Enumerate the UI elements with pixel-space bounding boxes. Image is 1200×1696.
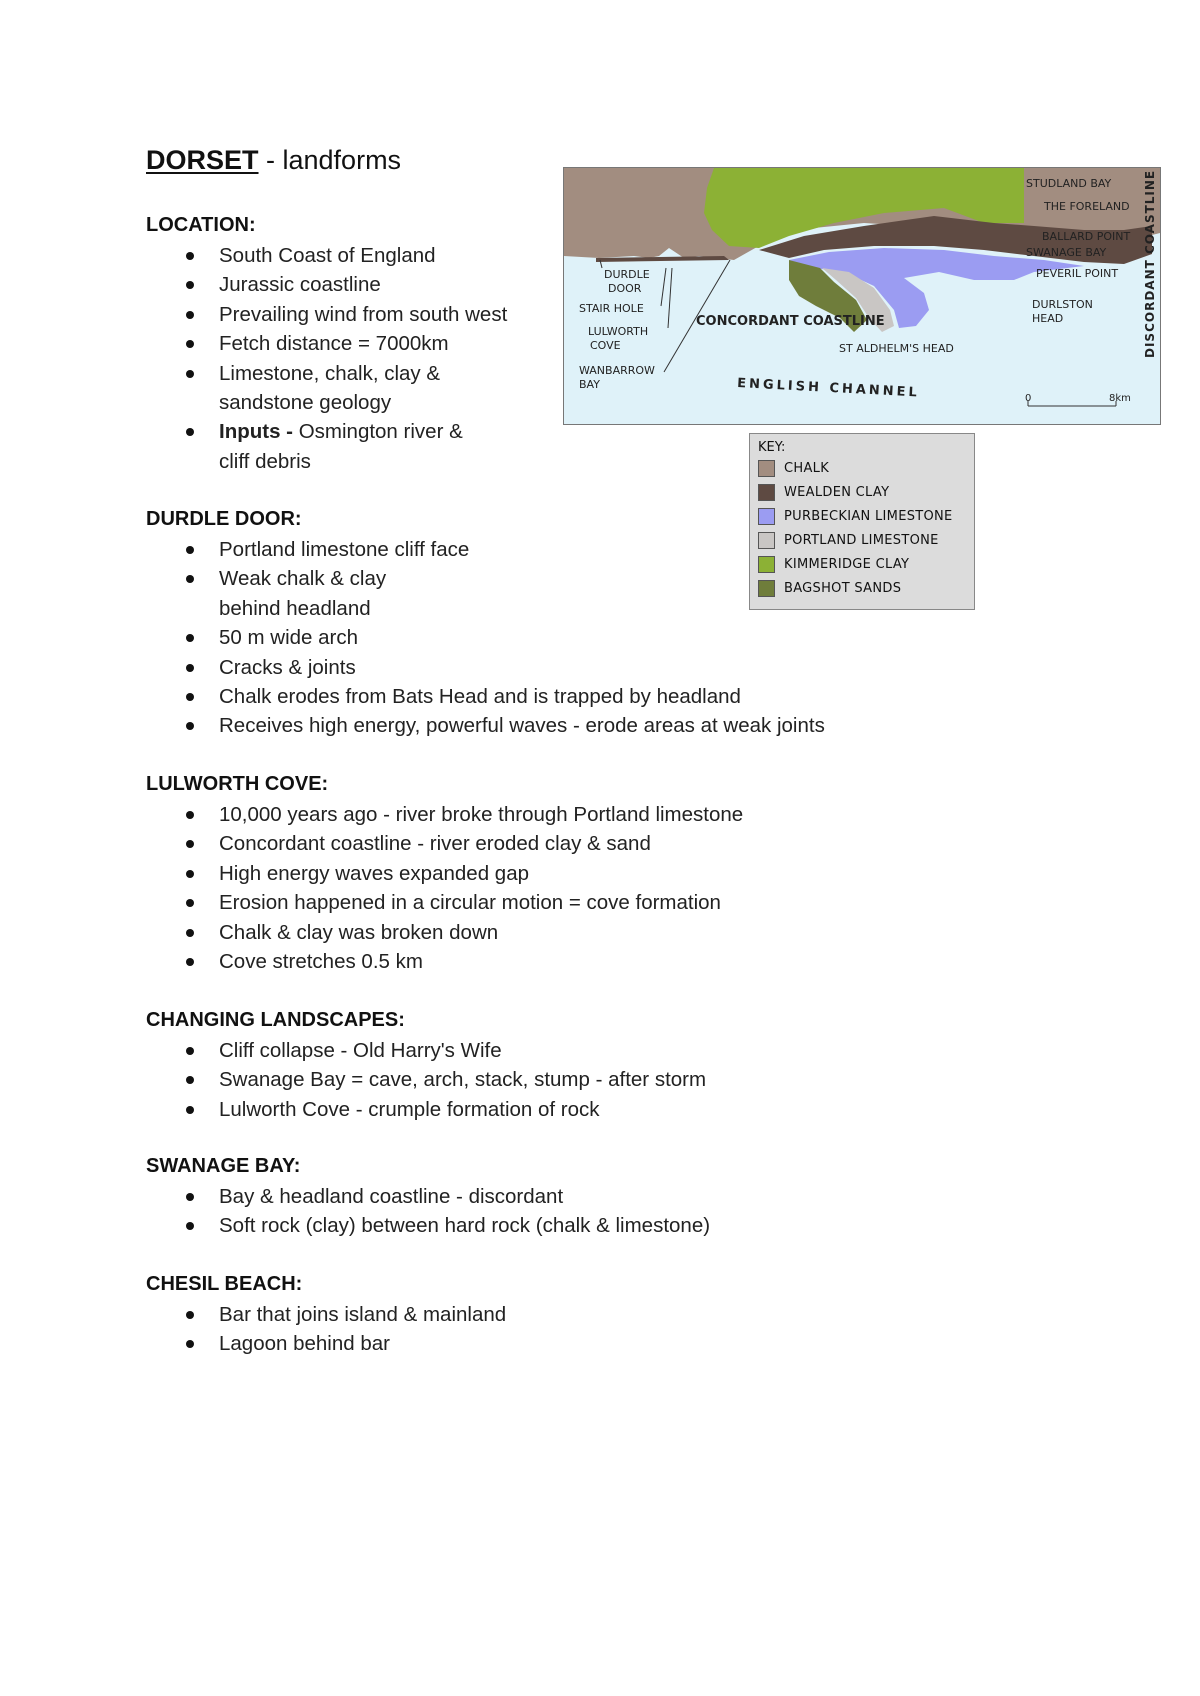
label-lulworth-cove-2: COVE [590,339,621,352]
key-item-portland-limestone [758,531,939,549]
list-item: Concordant coastline - river eroded clay & sand [146,829,1106,858]
bullet-list [146,800,1106,976]
section-heading: LULWORTH COVE: [146,773,329,795]
label-st-aldhelms: ST ALDHELM'S HEAD [839,342,954,355]
key-title: KEY: [758,440,786,455]
section-heading: CHESIL BEACH: [146,1273,303,1295]
key-label: PORTLAND LIMESTONE [784,532,939,548]
list-item: Jurassic coastline [146,270,546,299]
list-item: Prevailing wind from south west [146,300,546,329]
section-swanage-bay [146,1152,1106,1241]
section-heading: DURDLE DOOR: [146,508,302,530]
list-item: 50 m wide arch [146,623,1106,652]
key-label: CHALK [784,460,830,476]
list-item: Bar that joins island & mainland [146,1300,1106,1329]
list-item: Chalk & clay was broken down [146,918,1106,947]
key-swatch [758,580,775,597]
label-the-foreland: THE FORELAND [1044,200,1130,213]
key-swatch [758,532,775,549]
key-item-bagshot-sands [758,579,901,597]
title-bold: DORSET [146,145,259,175]
key-swatch [758,508,775,525]
scale-end: 8km [1109,393,1131,404]
key-label: KIMMERIDGE CLAY [784,556,910,572]
map-key [749,433,975,610]
list-item: Swanage Bay = cave, arch, stack, stump - after storm [146,1065,1106,1094]
list-item: Receives high energy, powerful waves - erode areas at weak joints [146,711,1106,740]
label-discordant: DISCORDANT COASTLINE [1143,169,1157,358]
geology-map [563,167,1161,425]
list-item: Portland limestone cliff face [146,535,1106,564]
list-item: High energy waves expanded gap [146,859,1106,888]
label-lulworth-cove-1: LULWORTH [588,325,649,338]
list-item: Limestone, chalk, clay & sandstone geology [146,359,464,418]
map-svg [564,168,1160,424]
page-title [146,145,401,176]
list-item: Cliff collapse - Old Harry's Wife [146,1036,1106,1065]
section-heading: LOCATION: [146,214,256,236]
key-item-wealden-clay [758,483,889,501]
label-stair-hole: STAIR HOLE [579,302,644,315]
label-english-channel: ENGLISH CHANNEL [736,376,921,401]
inputs-label: Inputs - [219,420,294,444]
label-ballard-point: BALLARD POINT [1042,230,1131,243]
bullet-list [146,1036,1106,1124]
key-item-kimmeridge-clay [758,555,909,573]
section-lulworth-cove [146,770,1106,976]
label-studland-bay: STUDLAND BAY [1026,177,1112,190]
bullet-list [146,241,546,476]
section-heading: CHANGING LANDSCAPES: [146,1009,405,1031]
key-swatch [758,484,775,501]
list-item: Cracks & joints [146,653,1106,682]
list-item: Weak chalk & clay behind headland [146,564,429,623]
list-item: Cove stretches 0.5 km [146,947,1106,976]
bullet-list [146,1182,1106,1241]
label-concordant: CONCORDANT COASTLINE [696,314,885,329]
label-wanbarrow-bay-2: BAY [579,378,600,391]
key-label: PURBECKIAN LIMESTONE [784,508,953,524]
label-wanbarrow-bay-1: WANBARROW [579,364,655,377]
section-heading: SWANAGE BAY: [146,1155,301,1177]
label-durlston-head-2: HEAD [1032,312,1064,325]
list-item: Bay & headland coastline - discordant [146,1182,1106,1211]
bullet-list [146,1300,1106,1359]
key-swatch [758,460,775,477]
label-durdle-door-1: DURDLE [604,268,650,281]
label-swanage-bay: SWANAGE BAY [1026,246,1107,259]
inputs-text: Osmington river & cliff debris [219,420,463,473]
label-durdle-door-2: DOOR [608,282,642,295]
label-durlston-head-1: DURLSTON [1032,298,1093,311]
list-item: 10,000 years ago - river broke through Portland limestone [146,800,1106,829]
list-item: Lulworth Cove - crumple formation of rock [146,1095,1106,1124]
list-item: Lagoon behind bar [146,1329,1106,1358]
title-rest: - landforms [258,145,402,175]
key-item-chalk [758,459,829,477]
list-item: Fetch distance = 7000km [146,329,546,358]
scale-start: 0 [1025,393,1032,404]
key-label: WEALDEN CLAY [784,484,890,500]
list-item: South Coast of England [146,241,546,270]
section-changing-landscapes [146,1006,1106,1124]
list-item: Chalk erodes from Bats Head and is trapped by headland [146,682,1106,711]
key-item-purbeckian-limestone [758,507,953,525]
key-swatch [758,556,775,573]
section-chesil-beach [146,1270,1106,1359]
list-item [146,417,479,476]
list-item: Soft rock (clay) between hard rock (chalk & limestone) [146,1211,1106,1240]
key-label: BAGSHOT SANDS [784,580,902,596]
list-item: Erosion happened in a circular motion = cove formation [146,888,1106,917]
label-peveril-point: PEVERIL POINT [1036,267,1119,280]
